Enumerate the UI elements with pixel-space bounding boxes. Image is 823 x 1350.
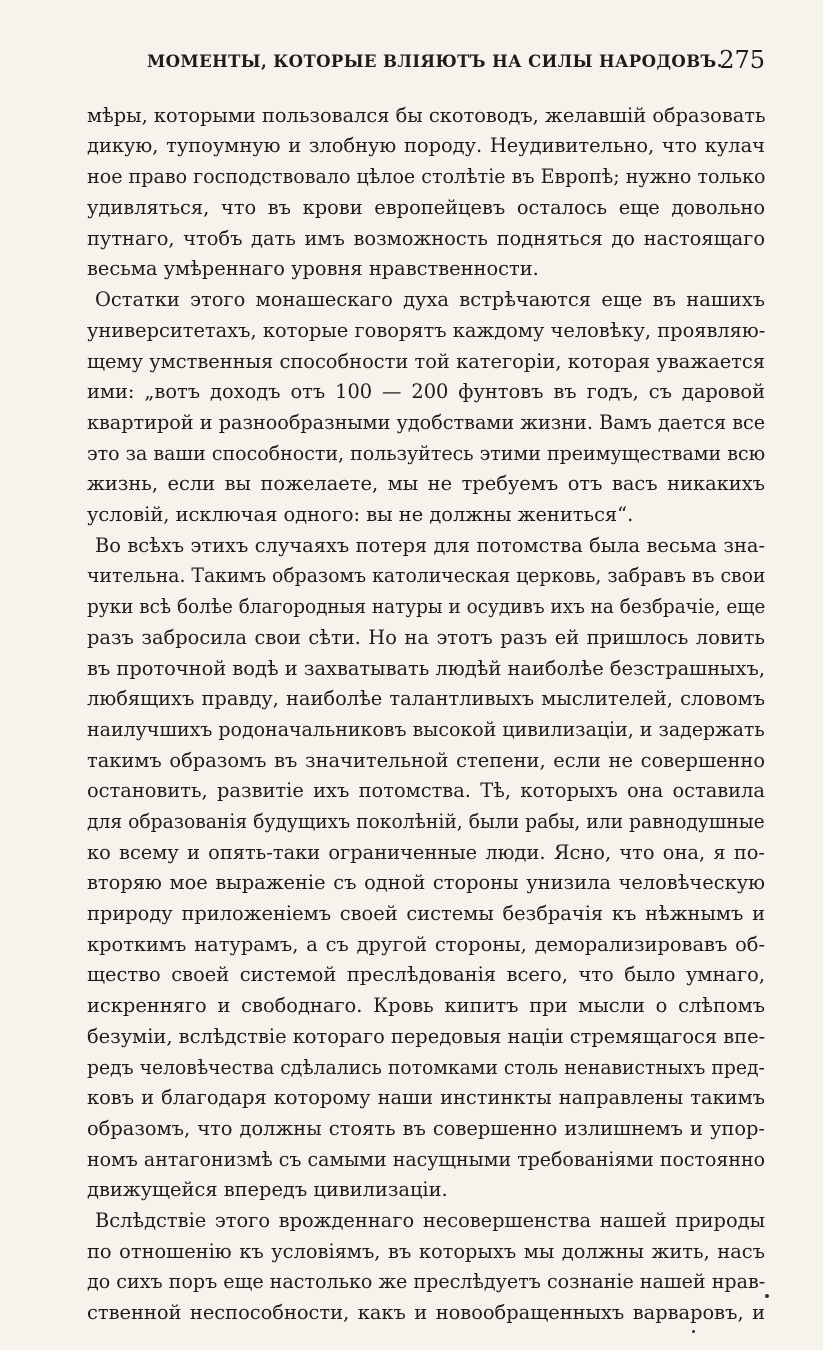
text-line: разъ забросила свои сѣти. Но на этотъ разъ ей пришлось ловить: [87, 626, 765, 649]
text-line: безуміи, вслѣдствіе котораго передовыя націи стремящагося впе-: [87, 1025, 766, 1048]
text-line: щему умственныя способности той категоріи, которая уважается: [87, 350, 765, 373]
text-line: ковъ и благодаря которому наши инстинкты направлены такимъ: [87, 1086, 765, 1109]
text-line: путнаго, чтобъ дать имъ возможность подняться до настоящаго: [87, 227, 765, 250]
text-line: дикую, тупоумную и злобную породу. Неудивительно, что кулач: [87, 134, 765, 157]
text-line: ко всему и опять-таки ограниченные люди. Ясно, что она, я по-: [87, 841, 765, 864]
text-line: природу приложеніемъ своей системы безбрачія къ нѣжнымъ и: [87, 902, 765, 925]
text-line: руки всѣ болѣе благородныя натуры и осудивъ ихъ на безбрачіе, еще: [87, 595, 766, 618]
text-line: въ проточной водѣ и захватывать людѣй наиболѣе безстрашныхъ,: [87, 657, 765, 680]
text-line: образомъ, что должны стоять въ совершенно излишнемъ и упор-: [87, 1117, 765, 1140]
page-number: 275: [719, 46, 765, 74]
text-line: жизнь, если вы пожелаете, мы не требуемъ отъ васъ никакихъ: [87, 472, 765, 495]
text-line: ими: „вотъ доходъ отъ 100 — 200 фунтовъ въ годъ, съ даровой: [87, 380, 765, 403]
text-line: это за ваши способности, пользуйтесь этими преимуществами всю: [87, 442, 766, 465]
text-line: квартирой и разнообразными удобствами жизни. Вамъ дается все: [87, 411, 766, 434]
text-line: такимъ образомъ въ значительной степени, если не совершенно: [87, 749, 765, 772]
text-line: движущейся впередъ цивилизаціи.: [87, 1178, 448, 1201]
text-line: до сихъ поръ еще настолько же преслѣдуетъ сознаніе нашей нрав-: [87, 1270, 766, 1293]
text-line: чительна. Такимъ образомъ католическая церковь, забравъ въ свои: [87, 564, 766, 587]
text-line: ственной неспособности, какъ и новообращенныхъ варваровъ, и: [87, 1301, 765, 1324]
text-line: удивляться, что въ крови европейцевъ осталось еще довольно: [87, 196, 765, 219]
text-line: Во всѣхъ этихъ случаяхъ потеря для потомства была весьма зна-: [95, 534, 765, 557]
text-line: щество своей системой преслѣдованія всего, что было умнаго,: [87, 963, 765, 986]
ink-speck: [765, 1294, 769, 1298]
text-line: редъ человѣчества сдѣлались потомками столь ненавистныхъ пред-: [87, 1056, 765, 1079]
text-line: вторяю мое выраженіе съ одной стороны унизила человѣческую: [87, 871, 765, 894]
text-line: Остатки этого монашескаго духа встрѣчаются еще въ нашихъ: [95, 288, 765, 311]
text-line: условій, исключая одного: вы не должны жениться“.: [87, 503, 634, 526]
ink-speck: [692, 1330, 695, 1333]
text-line: искренняго и свободнаго. Кровь кипитъ при мысли о слѣпомъ: [87, 994, 765, 1017]
text-line: весьма умѣреннаго уровня нравственности.: [87, 257, 539, 280]
text-line: для образованія будущихъ поколѣній, были рабы, или равнодушные: [87, 810, 765, 833]
text-line: ное право господствовало цѣлое столѣтіе въ Европѣ; нужно только: [87, 165, 766, 188]
text-line: мѣры, которыми пользовался бы скотоводъ, желавшій образовать: [87, 104, 766, 127]
text-line: по отношенію къ условіямъ, въ которыхъ мы должны жить, насъ: [87, 1240, 765, 1263]
text-line: номъ антагонизмѣ съ самыми насущными требованіями постоянно: [87, 1148, 766, 1171]
text-line: университетахъ, которые говорятъ каждому человѣку, проявляю-: [87, 319, 766, 342]
text-line: любящихъ правду, наиболѣе талантливыхъ мыслителей, словомъ: [87, 687, 765, 710]
text-line: наилучшихъ родоначальниковъ высокой цивилизаціи, и задержать: [87, 718, 765, 741]
text-line: остановить, развитіе ихъ потомства. Тѣ, которыхъ она оставила: [87, 779, 765, 802]
text-line: Вслѣдствіе этого врожденнаго несовершенства нашей природы: [95, 1209, 765, 1232]
text-line: кроткимъ натурамъ, а съ другой стороны, деморализировавъ об-: [87, 933, 765, 956]
running-title: МОМЕНТЫ, КОТОРЫЕ ВЛІЯЮТЪ НА СИЛЫ НАРОДОВЪ.: [147, 52, 723, 71]
